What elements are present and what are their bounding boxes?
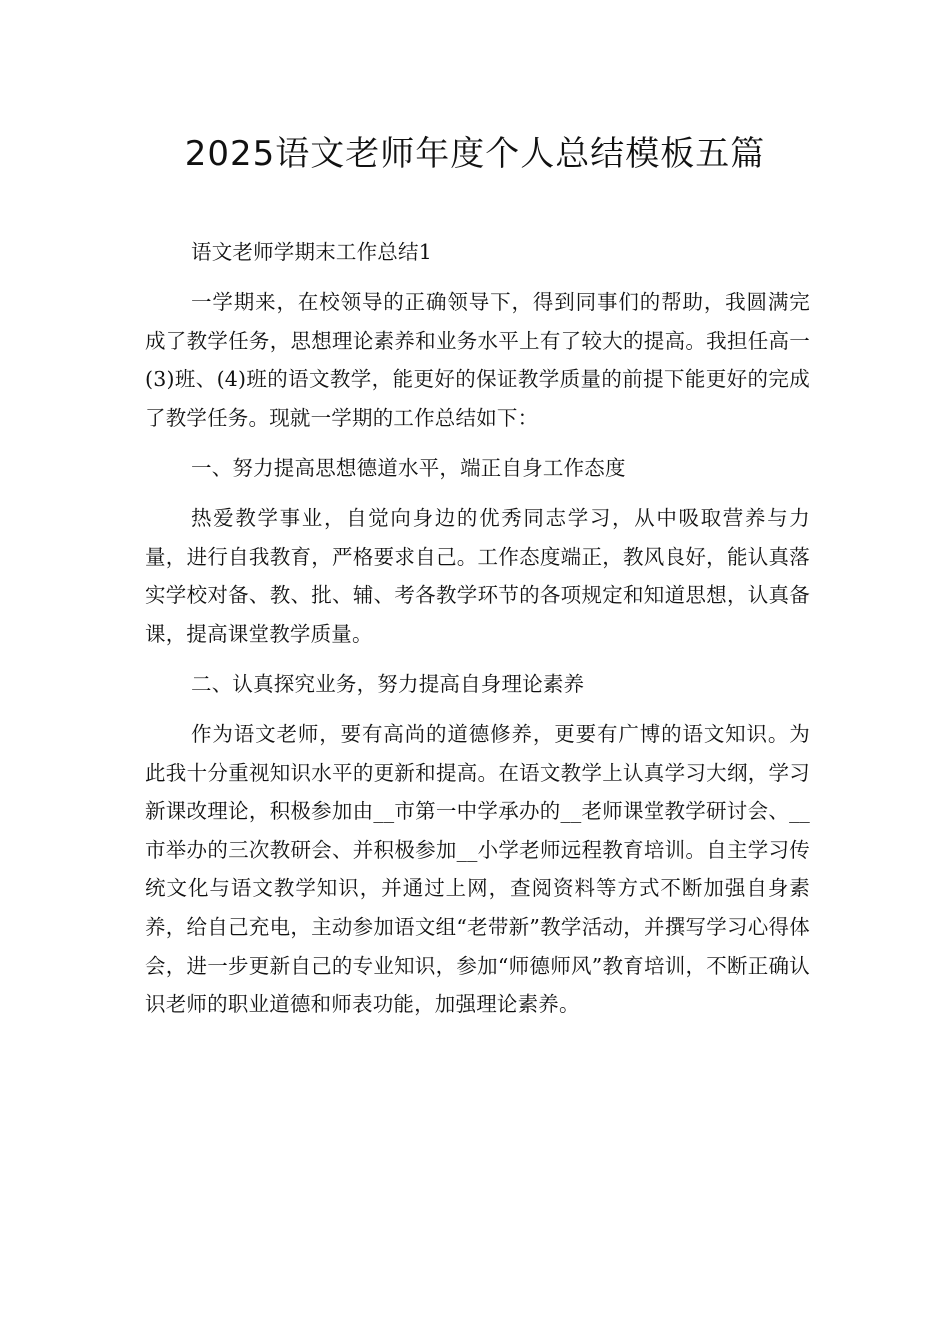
- document-title: 2025语文老师年度个人总结模板五篇: [184, 134, 766, 174]
- document-body: [145, 233, 810, 1035]
- section-heading-1: 一、努力提高思想德道水平，端正自身工作态度: [191, 455, 626, 480]
- section-heading-2: 二、认真探究业务，努力提高自身理论素养: [191, 671, 585, 696]
- paragraph-theory: 作为语文老师，要有高尚的道德修养，更要有广博的语文知识。为此我十分重视知识水平的更新和提高。在语文教学上认真学习大纲，学习新课改理论，积极参加由__市第一中学承办的__老师课堂教学研讨会、__市举办的三次教研会、并积极参加__小学老师远程教育培训。自主学习传统文化与语文教学知识，并通过上网，查阅资料等方式不断加强自身素养，给自己充电，主动参加语文组“老带新”教学活动，并撰写学习心得体会，进一步更新自己的专业知识，参加“师德师风”教育培训，不断正确认识老师的职业道德和师表功能，加强理论素养。: [145, 722, 810, 1017]
- section-heading-summary-1: 语文老师学期末工作总结1: [191, 240, 432, 264]
- paragraph-intro: 一学期来，在校领导的正确领导下，得到同事们的帮助，我圆满完成了教学任务，思想理论素养和业务水平上有了较大的提高。我担任高一(3)班、(4)班的语文教学，能更好的保证教学质量的前提下能更好的完成了教学任务。现就一学期的工作总结如下：: [145, 290, 810, 430]
- paragraph-attitude: 热爱教学事业，自觉向身边的优秀同志学习，从中吸取营养与力量，进行自我教育，严格要求自己。工作态度端正，教风良好，能认真落实学校对备、教、批、辅、考各教学环节的各项规定和知道思想，认真备课，提高课堂教学质量。: [145, 506, 810, 646]
